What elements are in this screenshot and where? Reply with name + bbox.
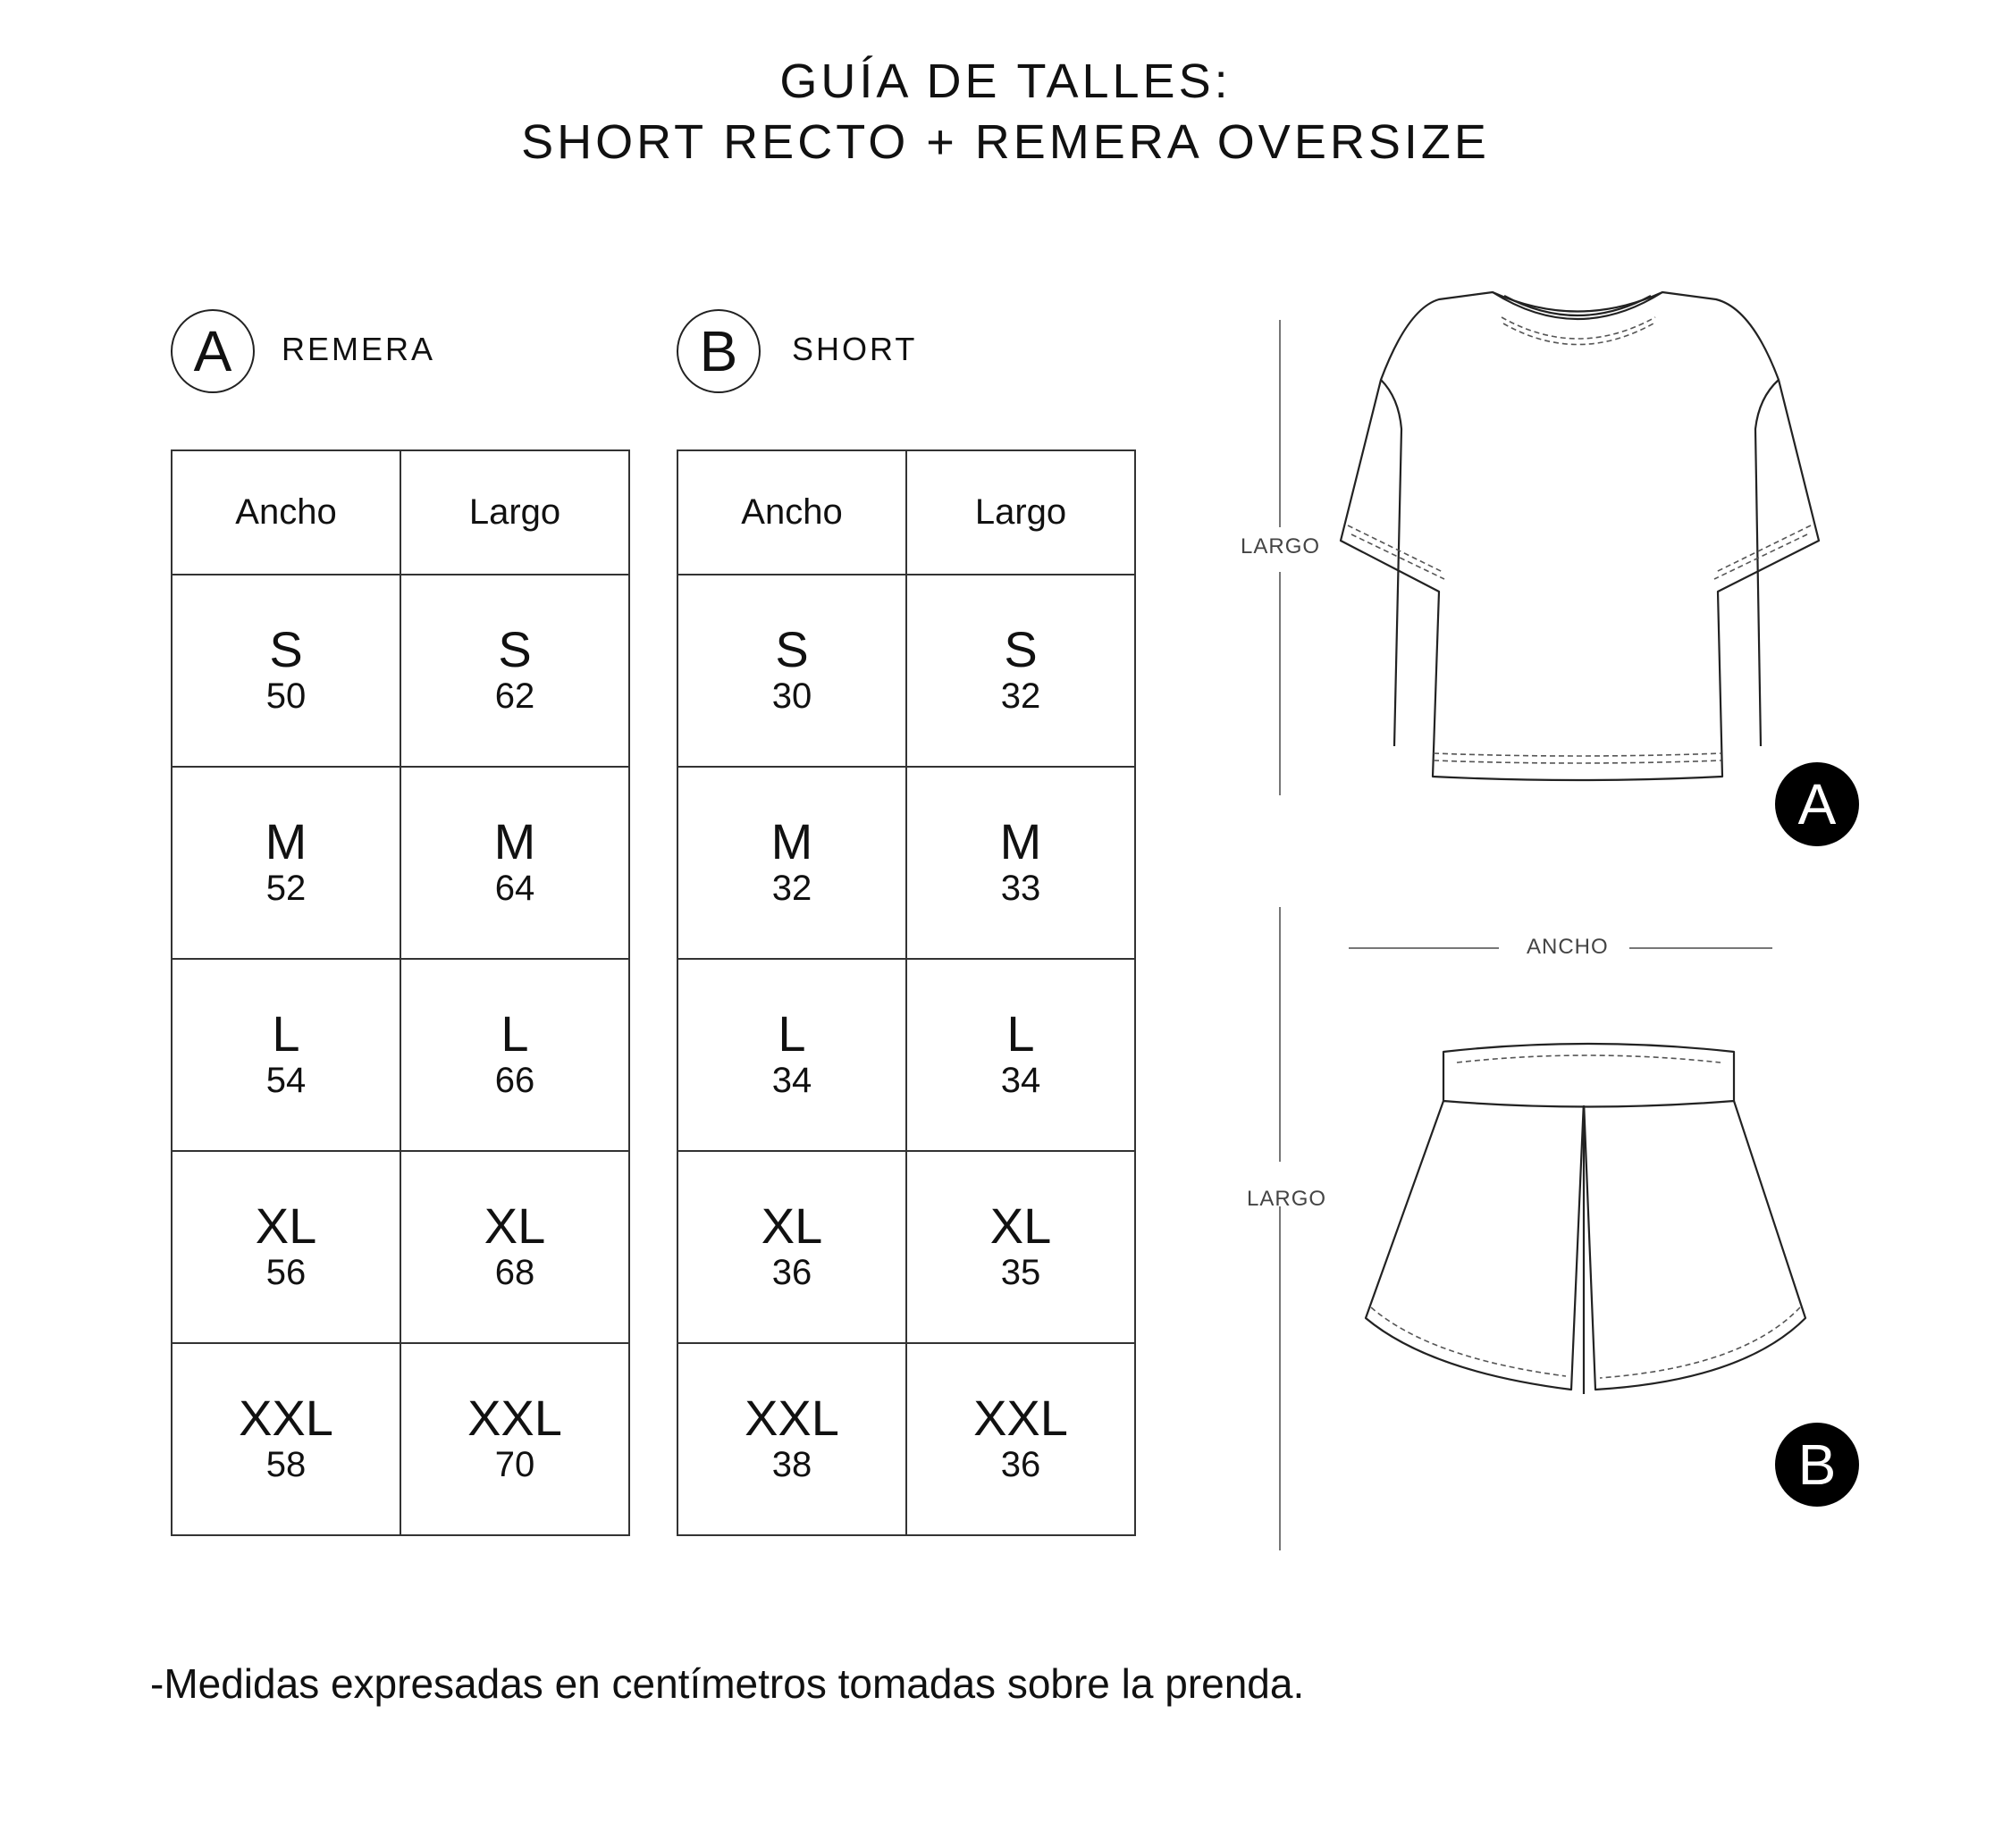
size-value: 58 [265,1444,307,1484]
column-header-ancho: Ancho [677,450,906,575]
table-row [172,575,629,767]
size-code: M [999,812,1042,869]
size-code: XXL [973,1389,1068,1446]
page-title-line-1: GUÍA DE TALLES: [779,55,1232,108]
size-code: L [272,1004,300,1062]
tshirt-diagram-badge: A [1775,762,1859,846]
size-value: 32 [771,868,812,908]
column-header-ancho: Ancho [172,450,400,575]
table-row [677,575,1135,767]
size-code: M [493,812,536,869]
table-row [172,1343,629,1535]
size-code: XL [989,1197,1052,1254]
tshirt-largo-label: LARGO [1241,534,1321,559]
size-value: 35 [1000,1252,1041,1292]
table-cell-largo [400,767,629,959]
remera-section-label: REMERA [282,331,436,367]
size-code: S [775,620,809,677]
table-cell-largo [400,959,629,1151]
table-cell-largo [400,575,629,767]
measurement-footnote: -Medidas expresadas en centímetros tomadas sobre la prenda. [150,1660,1305,1707]
table-cell-ancho [677,575,906,767]
table-cell-ancho [172,1151,400,1343]
shorts-diagram-badge: B [1775,1423,1859,1507]
column-header-largo: Largo [400,450,629,575]
table-cell-ancho [172,1343,400,1535]
size-value: 62 [494,676,535,716]
size-code: XL [255,1197,317,1254]
size-value: 32 [1000,676,1041,716]
size-value: 70 [494,1444,535,1484]
shorts-illustration-icon [1359,1041,1814,1399]
short-section-label: SHORT [792,331,918,367]
table-cell-largo [400,1151,629,1343]
size-code: XL [761,1197,823,1254]
table-cell-ancho [677,1151,906,1343]
size-code: S [269,620,303,677]
size-code: S [498,620,532,677]
table-cell-largo [906,959,1135,1151]
size-value: 54 [265,1060,307,1100]
size-code: XXL [745,1389,839,1446]
table-row [677,767,1135,959]
largo-guide-lines [1269,313,1296,1564]
remera-badge: A [171,309,255,393]
table-cell-largo [906,1343,1135,1535]
size-value: 33 [1000,868,1041,908]
size-code: M [265,812,307,869]
size-value: 52 [265,868,307,908]
size-value: 66 [494,1060,535,1100]
size-value: 38 [771,1444,812,1484]
short-size-table [677,449,1136,1536]
size-code: L [1006,1004,1035,1062]
size-code: L [501,1004,529,1062]
table-cell-ancho [677,1343,906,1535]
size-code: XXL [239,1389,333,1446]
table-cell-ancho [172,767,400,959]
size-code: M [770,812,813,869]
table-row [677,959,1135,1151]
table-header-row [172,450,629,575]
size-code: XXL [467,1389,562,1446]
table-cell-ancho [677,767,906,959]
size-value: 56 [265,1252,307,1292]
remera-size-table [171,449,630,1536]
table-cell-largo [400,1343,629,1535]
table-row [172,959,629,1151]
table-header-row [677,450,1135,575]
table-row [677,1343,1135,1535]
size-code: S [1004,620,1038,677]
tshirt-illustration-icon [1332,281,1823,791]
page-title-line-2: SHORT RECTO + REMERA OVERSIZE [521,115,1490,169]
table-cell-ancho [677,959,906,1151]
size-value: 50 [265,676,307,716]
size-value: 34 [771,1060,812,1100]
size-value: 30 [771,676,812,716]
size-value: 68 [494,1252,535,1292]
column-header-largo: Largo [906,450,1135,575]
table-cell-largo [906,767,1135,959]
size-code: L [778,1004,806,1062]
shorts-ancho-label: ANCHO [1527,935,1609,959]
table-cell-largo [906,575,1135,767]
size-value: 36 [1000,1444,1041,1484]
table-row [172,1151,629,1343]
size-code: XL [484,1197,546,1254]
table-cell-ancho [172,575,400,767]
table-cell-ancho [172,959,400,1151]
size-value: 64 [494,868,535,908]
size-value: 36 [771,1252,812,1292]
size-value: 34 [1000,1060,1041,1100]
table-cell-largo [906,1151,1135,1343]
short-badge: B [677,309,761,393]
table-row [677,1151,1135,1343]
shorts-largo-label: LARGO [1247,1187,1327,1211]
table-row [172,767,629,959]
